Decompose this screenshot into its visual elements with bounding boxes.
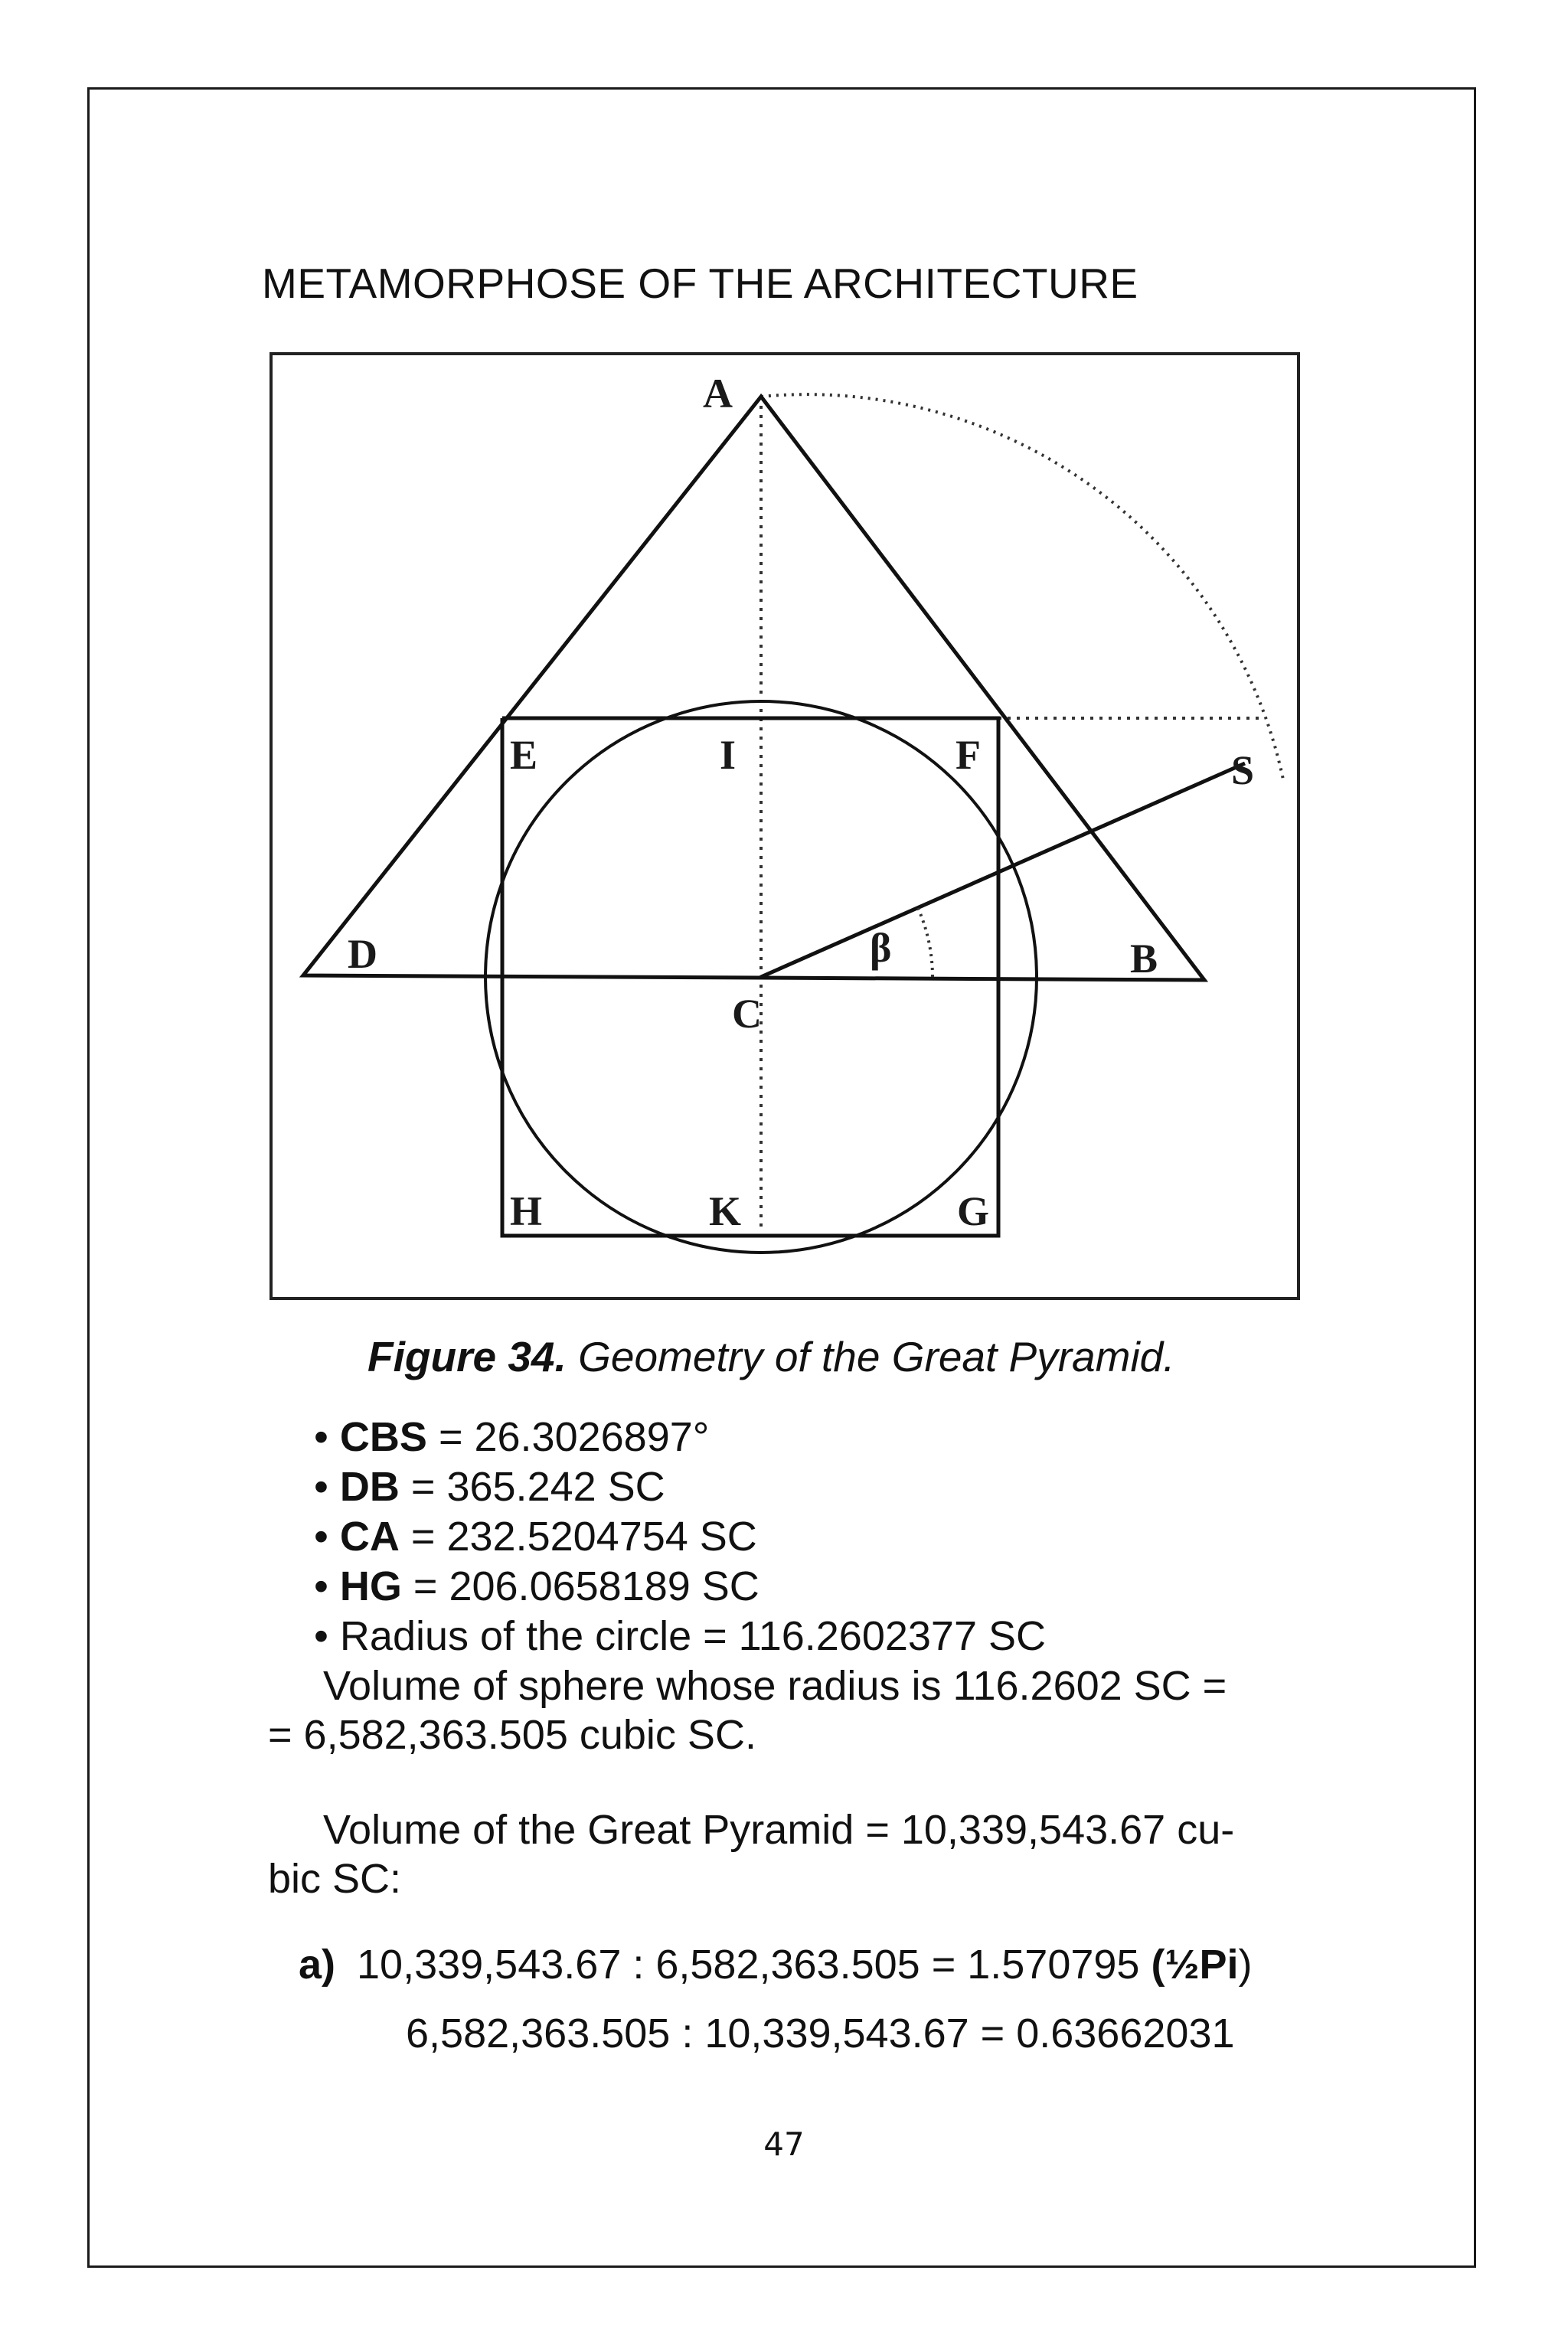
- label-e: E: [510, 732, 538, 778]
- pyramid-volume-line-2: bic SC:: [268, 1856, 402, 1902]
- arc-a-s: [761, 394, 1283, 779]
- list-item: • Radius of the circle = 116.2602377 SC: [314, 1613, 1047, 1659]
- pyramid-geometry-figure: [270, 352, 1300, 1300]
- ratio-a: a) 10,339,543.67 : 6,582,363.505 = 1.570795 (½Pi): [299, 1942, 1253, 1988]
- label-f: F: [956, 732, 981, 778]
- page-number: 47: [763, 2125, 805, 2163]
- half-pi-term: ½Pi: [1165, 1942, 1239, 1988]
- measurement-list: [314, 1413, 1046, 1661]
- list-item: • DB = 365.242 SC: [314, 1464, 665, 1510]
- sphere-volume-line-1: Volume of sphere whose radius is 116.2602 SC =: [323, 1663, 1227, 1709]
- figure-caption-label: Figure 34.: [368, 1333, 567, 1380]
- list-item: • CA = 232.5204754 SC: [314, 1514, 757, 1560]
- list-item: • CBS = 26.3026897°: [314, 1414, 710, 1460]
- triangle-adb: [303, 397, 1204, 980]
- line-c-s: [761, 763, 1245, 977]
- figure-caption: [368, 1332, 1175, 1381]
- label-h: H: [510, 1188, 543, 1234]
- label-k: K: [709, 1188, 742, 1234]
- label-c: C: [732, 991, 762, 1037]
- sphere-volume-paragraph: [268, 1661, 1340, 1759]
- ratio-a-label: a): [299, 1942, 336, 1988]
- angle-arc-beta: [918, 908, 933, 977]
- running-title: METAMORPHOSE OF THE ARCHITECTURE: [262, 260, 1138, 307]
- pyramid-volume-line-1: Volume of the Great Pyramid = 10,339,543.67 cu-: [323, 1807, 1235, 1853]
- list-item: • HG = 206.0658189 SC: [314, 1563, 760, 1609]
- label-s: S: [1231, 747, 1255, 793]
- figure-caption-text: Geometry of the Great Pyramid.: [566, 1333, 1175, 1380]
- label-g: G: [957, 1188, 990, 1234]
- label-a: A: [703, 371, 733, 416]
- sphere-volume-line-2: = 6,582,363.505 cubic SC.: [268, 1712, 756, 1758]
- ratio-b: 6,582,363.505 : 10,339,543.67 = 0.63662031: [406, 2011, 1235, 2056]
- ratio-a-expression: 10,339,543.67 : 6,582,363.505 = 1.570795: [357, 1942, 1152, 1988]
- label-b: B: [1130, 936, 1158, 982]
- pyramid-volume-paragraph: [268, 1805, 1340, 1903]
- label-beta: β: [870, 925, 892, 971]
- label-d: D: [348, 931, 377, 977]
- label-i: I: [720, 732, 737, 778]
- pyramid-geometry-diagram: [273, 355, 1297, 1297]
